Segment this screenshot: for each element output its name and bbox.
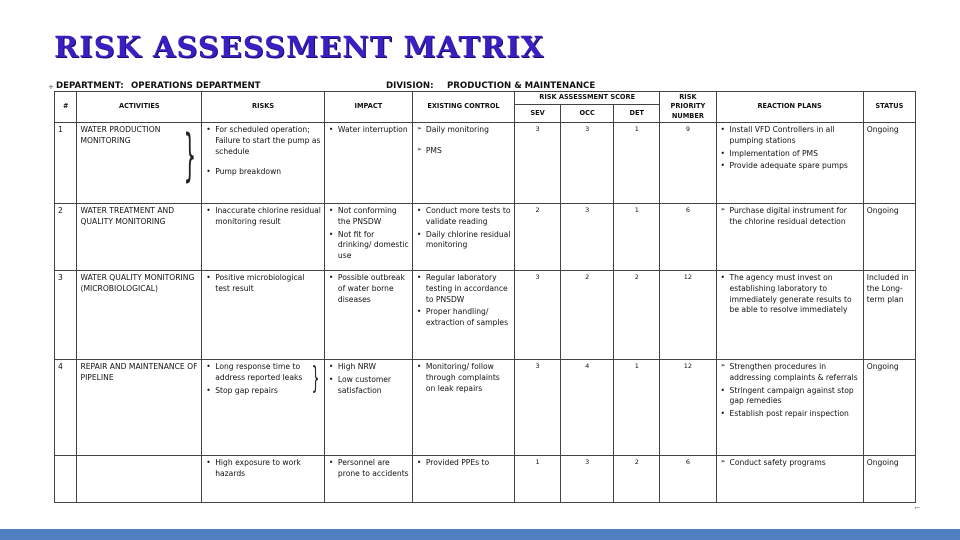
activity-cell (77, 456, 202, 503)
table-row (55, 456, 916, 503)
rpn-score: 12 (660, 360, 716, 456)
reaction-item: ➢ Conduct safety programs (730, 458, 860, 469)
col-num-header: # (55, 92, 77, 123)
reaction-item: ➢ Purchase digital instrument for the chlorine residual detection (730, 206, 860, 228)
impact-cell (324, 271, 412, 360)
risks-cell (202, 360, 325, 456)
activity-cell: WATER PRODUCTION MONITORING (77, 123, 202, 204)
department-label: DEPARTMENT: (56, 81, 124, 91)
impact-item: • Not conforming the PNSDW (338, 206, 409, 228)
risks-cell (202, 271, 325, 360)
rpn-score: 12 (660, 271, 716, 360)
status-cell: Ongoing (863, 204, 915, 271)
impact-cell (324, 456, 412, 503)
risk-item: • Long response time to address reported leaks (215, 362, 321, 384)
page-title: RISK ASSESSMENT MATRIX (54, 30, 545, 64)
brace-icon: } (311, 361, 320, 396)
status-cell: Included in the Long-term plan (863, 271, 915, 360)
reaction-item: • Provide adequate spare pumps (730, 161, 860, 172)
col-sev-header: SEV (515, 105, 561, 123)
control-item: • Monitoring/ follow through complaints on leak repairs (426, 362, 511, 394)
col-det-header: DET (614, 105, 660, 123)
status-cell: Ongoing (863, 456, 915, 503)
sev-score: 3 (515, 271, 561, 360)
reaction-cell (716, 204, 863, 271)
sev-score: 3 (515, 123, 561, 204)
department-value: OPERATIONS DEPARTMENT (131, 81, 261, 91)
impact-item: • Personnel are prone to accidents (338, 458, 409, 480)
division-value: PRODUCTION & MAINTENANCE (447, 81, 596, 91)
status-cell: Ongoing (863, 360, 915, 456)
rpn-score: 9 (660, 123, 716, 204)
page-tick-icon: ⌐ (914, 504, 920, 512)
control-cell (412, 271, 514, 360)
activity-cell: REPAIR AND MAINTENANCE OF PIPELINE (77, 360, 202, 456)
risk-item: • For scheduled operation; Failure to start the pump as schedule (215, 125, 321, 157)
footer-bar (0, 529, 960, 540)
control-item: ➢ Daily monitoring (426, 125, 511, 136)
control-item: • Conduct more tests to validate reading (426, 206, 511, 228)
det-score: 1 (614, 204, 660, 271)
risk-item: • Positive microbiological test result (215, 273, 321, 295)
det-score: 1 (614, 360, 660, 456)
brace-icon: } (183, 123, 197, 188)
risk-item: • Stop gap repairs (215, 386, 321, 397)
col-control-header: EXISTING CONTROL (412, 92, 514, 123)
activity-cell: WATER QUALITY MONITORING (MICROBIOLOGICAL) (77, 271, 202, 360)
control-item: ➢ PMS (426, 146, 511, 157)
col-score-group-header: RISK ASSESSMENT SCORE (515, 92, 660, 105)
control-item: • Daily chlorine residual monitoring (426, 230, 511, 252)
det-score: 2 (614, 271, 660, 360)
impact-item: • Possible outbreak of water borne diseases (338, 273, 409, 305)
risk-item: • High exposure to work hazards (215, 458, 321, 480)
det-score: 2 (614, 456, 660, 503)
col-reaction-header: REACTION PLANS (716, 92, 863, 123)
sev-score: 2 (515, 204, 561, 271)
control-cell (412, 360, 514, 456)
impact-item: • High NRW (338, 362, 409, 373)
reaction-item: • The agency must invest on establishing laboratory to immediately generate results to be able to resolve immediately (730, 273, 860, 316)
rpn-score: 6 (660, 456, 716, 503)
impact-cell (324, 123, 412, 204)
reaction-item: ➢ Strengthen procedures in addressing complaints & referrals (730, 362, 860, 384)
risks-cell (202, 123, 325, 204)
impact-item: • Water interruption (338, 125, 409, 136)
sev-score: 3 (515, 360, 561, 456)
rpn-score: 6 (660, 204, 716, 271)
det-score: 1 (614, 123, 660, 204)
risk-matrix-document (54, 78, 916, 510)
col-occ-header: OCC (561, 105, 614, 123)
division-label: DIVISION: (386, 81, 434, 91)
row-number: 3 (55, 271, 77, 360)
occ-score: 2 (561, 271, 614, 360)
risks-cell (202, 204, 325, 271)
control-cell (412, 204, 514, 271)
activity-cell: WATER TREATMENT AND QUALITY MONITORING (77, 204, 202, 271)
reaction-cell (716, 271, 863, 360)
sev-score: 1 (515, 456, 561, 503)
control-item: • Provided PPEs to (426, 458, 511, 469)
impact-item: • Not fit for drinking/ domestic use (338, 230, 409, 262)
occ-score: 3 (561, 123, 614, 204)
impact-item: • Low customer satisfaction (338, 375, 409, 397)
table-row (55, 271, 916, 360)
risk-item: • Inaccurate chlorine residual monitoring result (215, 206, 321, 228)
reaction-item: • Implementation of PMS (730, 149, 860, 160)
control-cell (412, 456, 514, 503)
control-cell (412, 123, 514, 204)
control-item: • Proper handling/ extraction of samples (426, 307, 511, 329)
risk-item: • Pump breakdown (215, 167, 321, 178)
reaction-cell (716, 123, 863, 204)
table-row (55, 360, 916, 456)
occ-score: 4 (561, 360, 614, 456)
reaction-item: • Stringent campaign against stop gap remedies (730, 386, 860, 408)
reaction-item: • Establish post repair inspection (730, 409, 860, 420)
table-row (55, 204, 916, 271)
row-number: 4 (55, 360, 77, 456)
control-item: • Regular laboratory testing in accordance to PNSDW (426, 273, 511, 305)
occ-score: 3 (561, 456, 614, 503)
col-risks-header: RISKS (202, 92, 325, 123)
col-activities-header: ACTIVITIES (77, 92, 202, 123)
status-cell: Ongoing (863, 123, 915, 204)
reaction-cell (716, 456, 863, 503)
col-priority-header: RISK PRIORITY NUMBER (660, 92, 716, 123)
col-status-header: STATUS (863, 92, 915, 123)
impact-cell (324, 204, 412, 271)
risks-cell (202, 456, 325, 503)
reaction-cell (716, 360, 863, 456)
reaction-item: • Install VFD Controllers in all pumping stations (730, 125, 860, 147)
occ-score: 3 (561, 204, 614, 271)
row-number: 1 (55, 123, 77, 204)
impact-cell (324, 360, 412, 456)
row-number (55, 456, 77, 503)
col-impact-header: IMPACT (324, 92, 412, 123)
anchor-marker-icon: + (48, 83, 54, 91)
row-number: 2 (55, 204, 77, 271)
